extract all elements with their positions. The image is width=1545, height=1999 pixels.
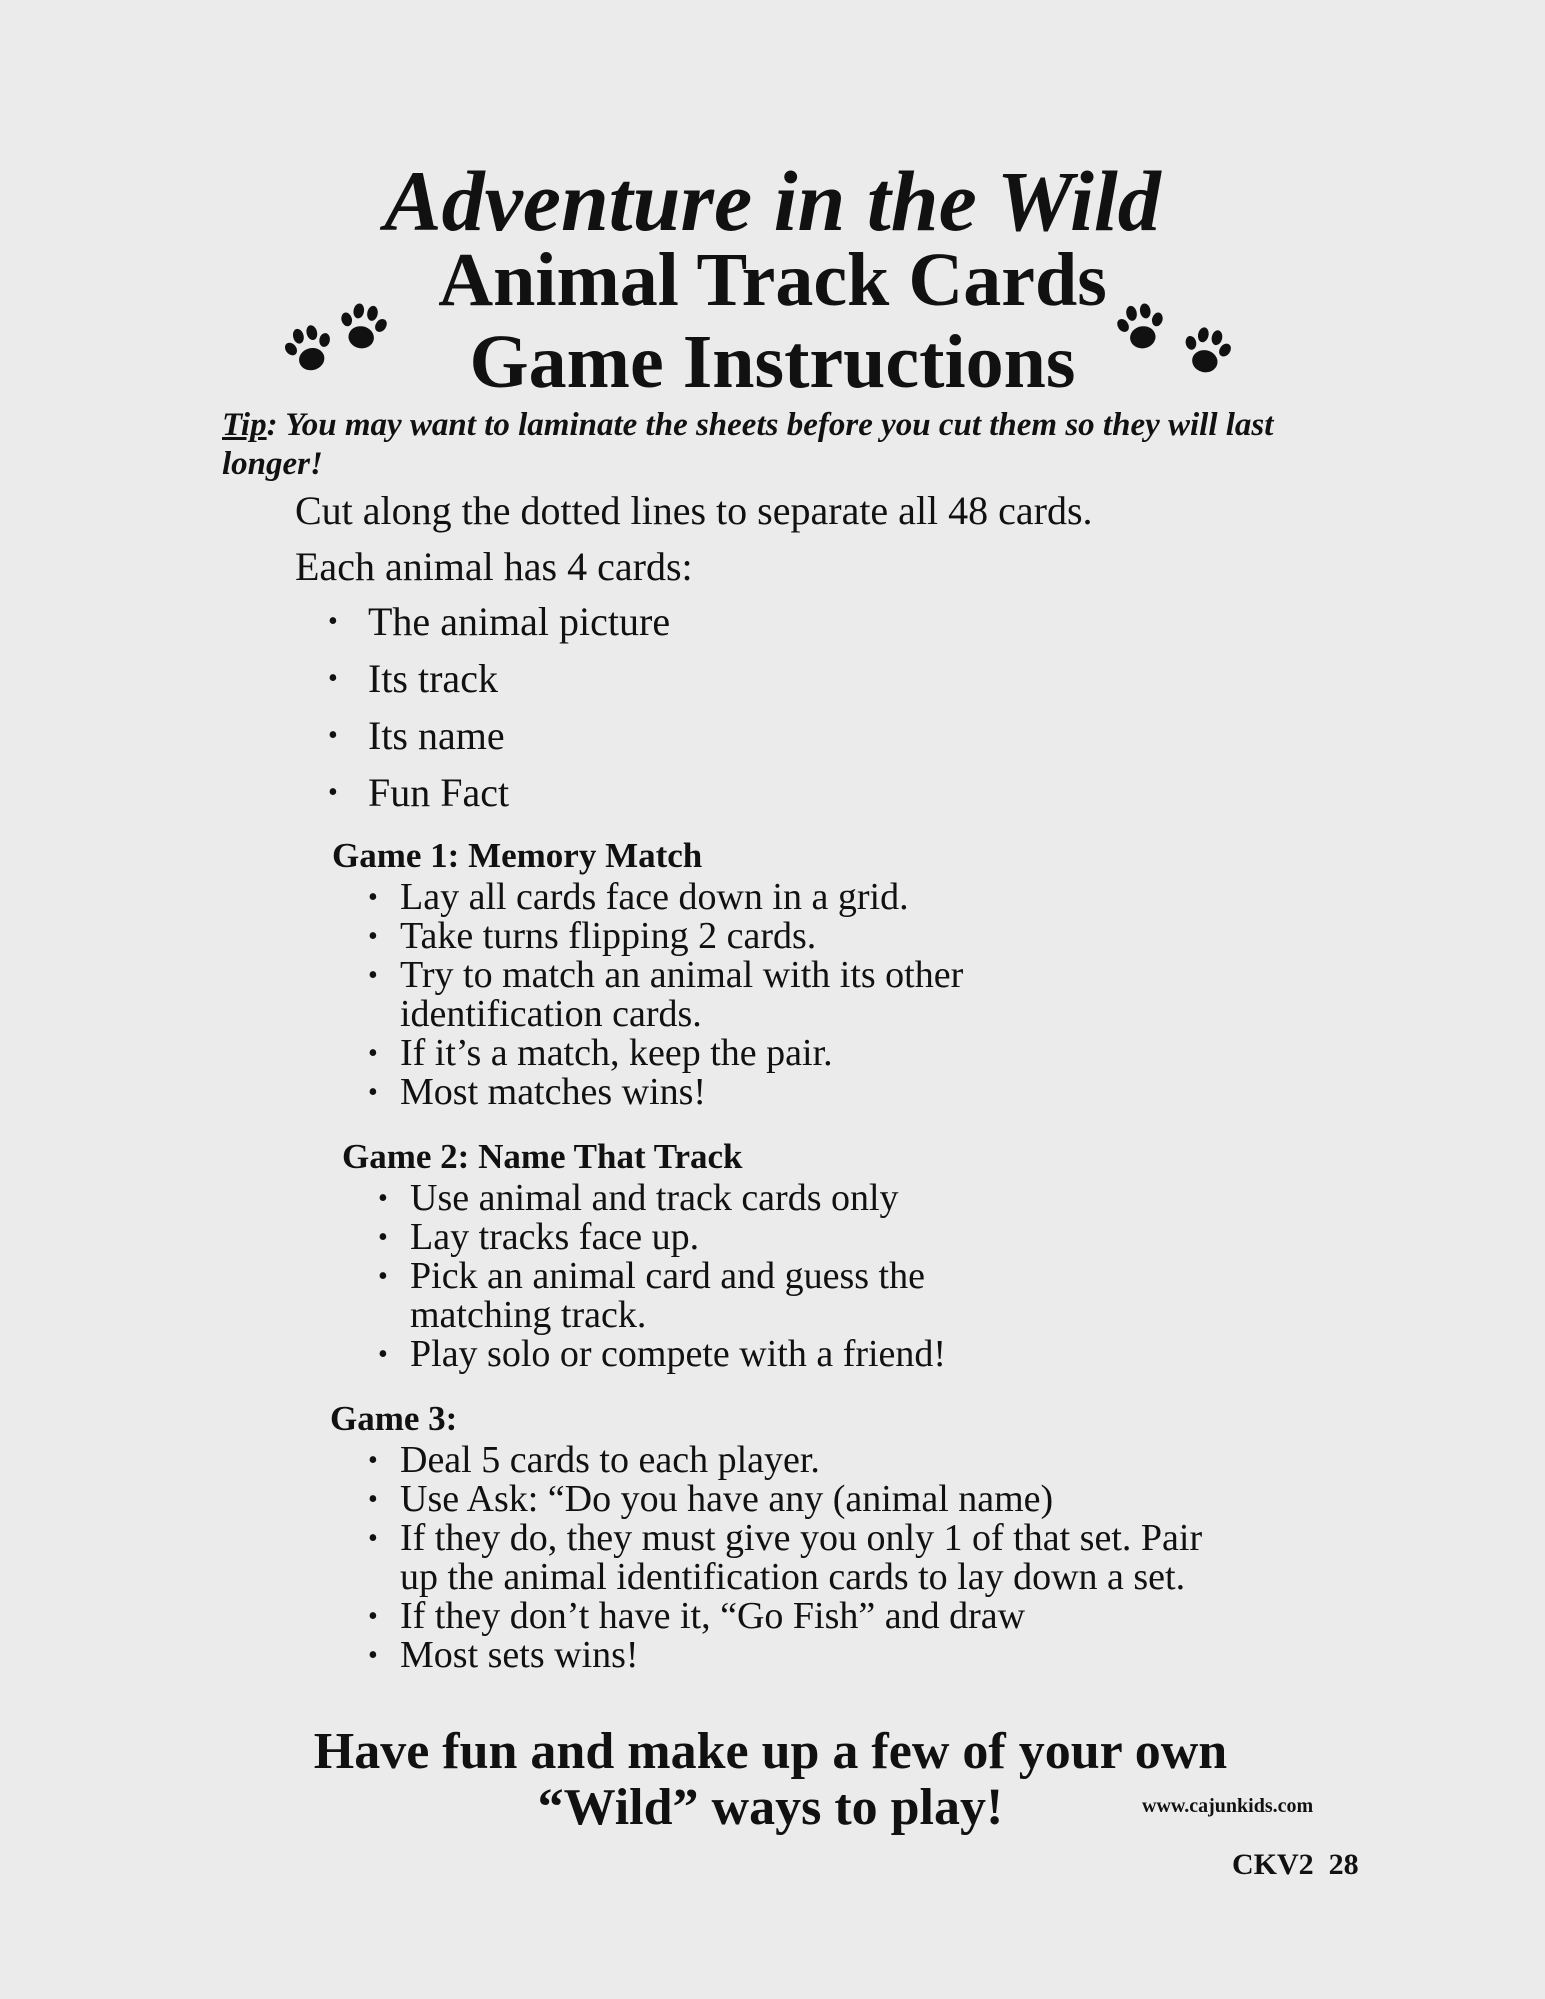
- list-item: • Play solo or compete with a friend!: [378, 1333, 947, 1375]
- bullet-icon: •: [378, 1183, 388, 1214]
- game-2-list: [378, 1179, 1038, 1374]
- closing-line-1: Have fun and make up a few of your own: [313, 1723, 1228, 1780]
- game-1-heading: Game 1: Memory Match: [332, 836, 703, 875]
- list-item: • The animal picture: [328, 599, 671, 644]
- bullet-icon: •: [328, 776, 338, 808]
- page-footer: [1232, 1848, 1359, 1882]
- paw-print-icon: [334, 296, 392, 358]
- bullet-icon: •: [328, 662, 338, 694]
- list-item: • If it’s a match, keep the pair.: [368, 1032, 833, 1074]
- game-2-heading: Game 2: Name That Track: [342, 1137, 743, 1176]
- paw-print-icon: [1112, 296, 1170, 358]
- tip-label: Tip: [222, 407, 267, 443]
- bullet-icon: •: [368, 1523, 378, 1554]
- bullet-icon: •: [368, 1445, 378, 1476]
- page-title: Adventure in the Wild: [384, 153, 1161, 249]
- intro-cut-text: Cut along the dotted lines to separate all 48 cards.: [295, 488, 1093, 533]
- intro-each-text: Each animal has 4 cards:: [295, 544, 693, 589]
- list-item: • Its name: [328, 713, 505, 758]
- tip-note: [222, 406, 1352, 484]
- paw-print-icon: [280, 318, 338, 380]
- bullet-icon: •: [368, 882, 378, 913]
- list-item: • Use animal and track cards only: [378, 1177, 899, 1219]
- game-3-list: [368, 1441, 1248, 1675]
- list-item: • Take turns flipping 2 cards.: [368, 915, 817, 957]
- page-heading: Game Instructions: [469, 320, 1076, 404]
- bullet-icon: •: [368, 1077, 378, 1108]
- game-3-heading: Game 3:: [330, 1399, 458, 1438]
- list-item: • Its track: [328, 656, 498, 701]
- bullet-icon: •: [378, 1339, 388, 1370]
- bullet-icon: •: [378, 1261, 388, 1292]
- list-item: • Fun Fact: [328, 770, 510, 815]
- list-item: • If they do, they must give you only 1 of that set. Pair up the animal identification cards to lay down a set.: [368, 1517, 1203, 1598]
- closing-line-2: “Wild” ways to play!: [537, 1779, 1004, 1836]
- list-item: • Most matches wins!: [368, 1071, 707, 1113]
- website-link[interactable]: www.cajunkids.com: [1142, 1795, 1314, 1817]
- list-item: • Use Ask: “Do you have any (animal name): [368, 1478, 1054, 1520]
- bullet-icon: •: [368, 1038, 378, 1069]
- list-item: • Pick an animal card and guess the matching track.: [378, 1255, 925, 1336]
- list-item: • Lay tracks face up.: [378, 1216, 700, 1258]
- game-1-list: [368, 878, 1088, 1112]
- bullet-icon: •: [368, 1640, 378, 1671]
- bullet-icon: •: [368, 921, 378, 952]
- list-item: • Lay all cards face down in a grid.: [368, 876, 909, 918]
- bullet-icon: •: [368, 1601, 378, 1632]
- list-item: • Try to match an animal with its other identification cards.: [368, 954, 964, 1035]
- paw-print-icon: [1178, 320, 1236, 382]
- list-item: • Most sets wins!: [368, 1634, 639, 1676]
- document-code: CKV2: [1232, 1848, 1314, 1881]
- tip-text: : You may want to laminate the sheets before you cut them so they will last longer!: [222, 407, 1274, 482]
- bullet-icon: •: [328, 605, 338, 637]
- list-item: • If they don’t have it, “Go Fish” and draw: [368, 1595, 1026, 1637]
- card-types-list: [328, 599, 671, 830]
- bullet-icon: •: [368, 1484, 378, 1515]
- bullet-icon: •: [328, 719, 338, 751]
- bullet-icon: •: [368, 960, 378, 991]
- page-subtitle: Animal Track Cards: [438, 238, 1107, 322]
- list-item: • Deal 5 cards to each player.: [368, 1439, 820, 1481]
- page-number: 28: [1328, 1848, 1359, 1881]
- bullet-icon: •: [378, 1222, 388, 1253]
